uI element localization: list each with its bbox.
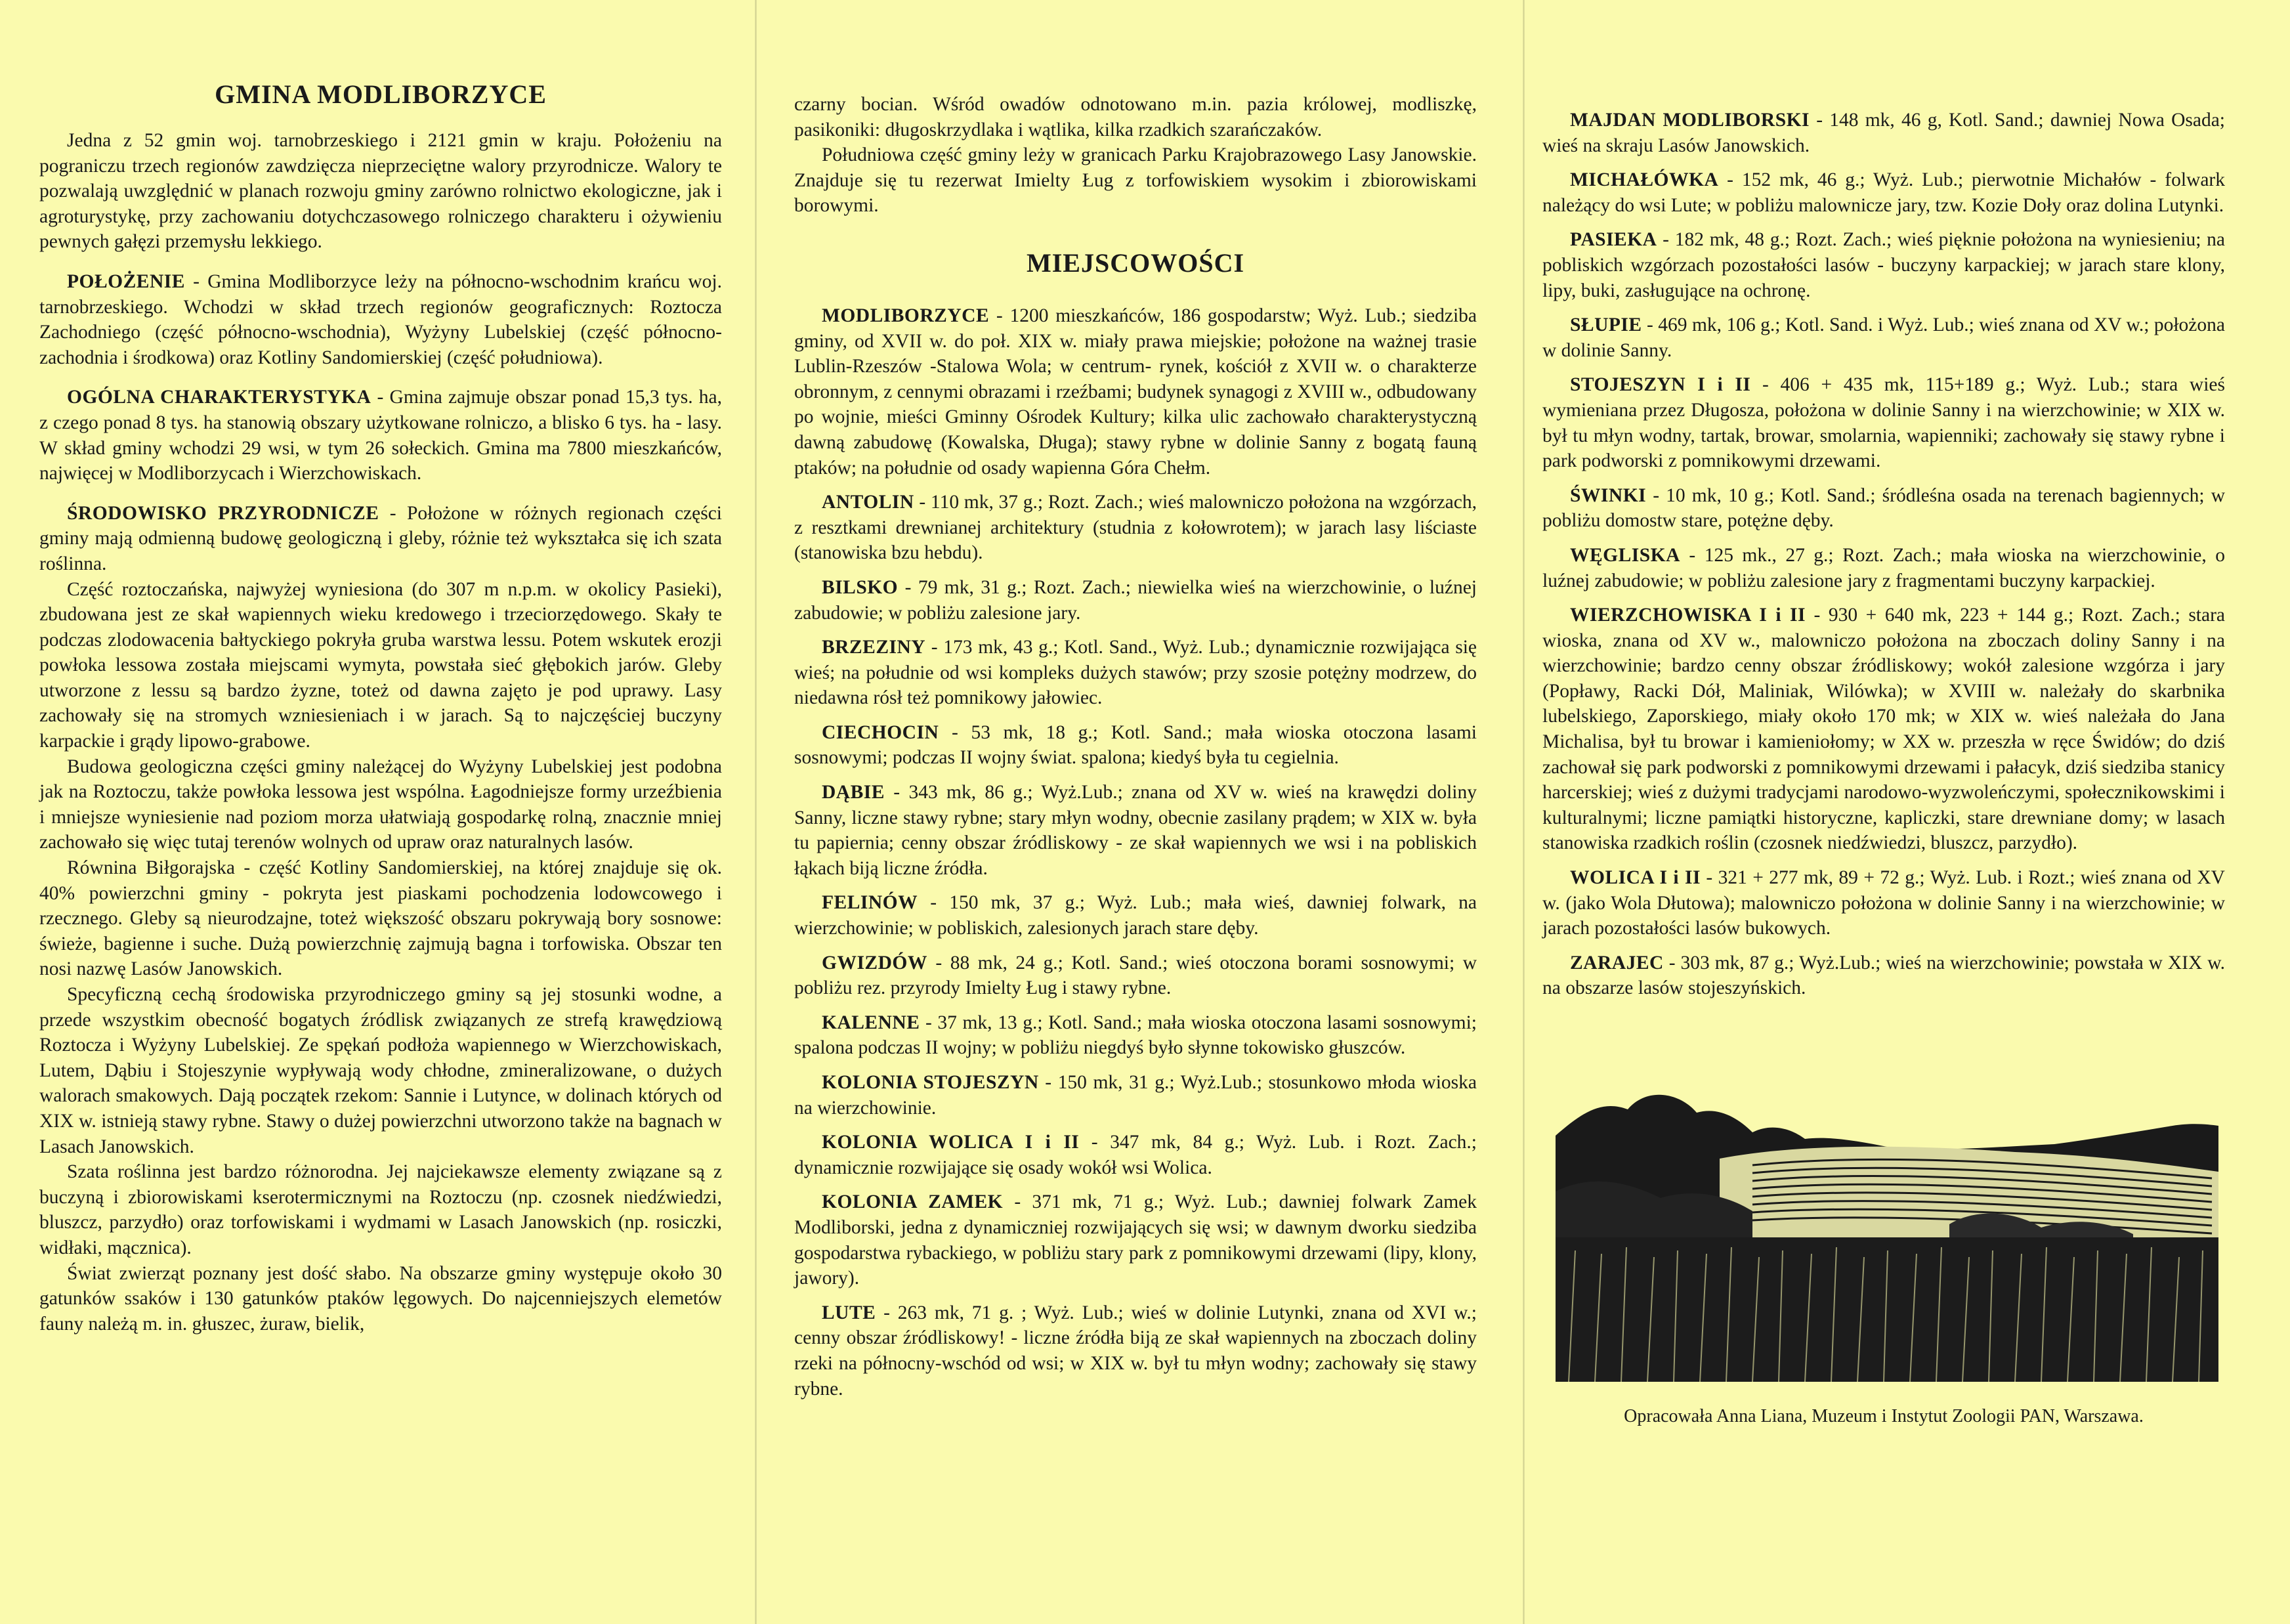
locality-name: DĄBIE xyxy=(822,782,885,803)
paragraph: Specyficzną cechą środowiska przyrodniczego gminy są jej stosunki wodne, a przede wszystkim obecność bogatych źródlisk związanych ze strefą krawędziową Roztocza i Wyżyny Lubelskiej. Ze spękań podłoża wapiennego w Wierzchowiskach, Lutem, Dąbiu i Stojeszynie wypływają wody chłodne, zmineralizowane, o dużych walorach smakowych. Dają początek rzekom: Sannie i Lutynce, w dolinach których od XIX w. istnieją stawy rybne. Stawy o dużej powierzchni utworzono także na bagnach w Lasach Janowskich. xyxy=(39,984,722,1157)
locality-entry xyxy=(794,1300,1477,1401)
section-heading: OGÓLNA CHARAKTERYSTYKA xyxy=(67,387,371,408)
locality-description: - 469 mk, 106 g.; Kotl. Sand. i Wyż. Lub.; wieś znana od XV w.; położona w dolinie Sanny. xyxy=(1542,314,2225,361)
locality-entry xyxy=(1542,167,2225,218)
section-text: - Gmina zajmuje obszar ponad 15,3 tys. ha, z czego ponad 8 tys. ha stanowią obszary użytkowane rolniczo, a blisko 6 tys. ha - lasy. W skład gminy wchodzi 29 wsi, w tym 26 sołeckich. Gmina ma 7800 mieszkańców, najwięcej w Modliborzycach i Wierzchowiskach. xyxy=(39,387,722,484)
locality-description: - 182 mk, 48 g.; Rozt. Zach.; wieś pięknie położona na wyniesieniu; na pobliskich wzgórzach pozostałości lasów - buczyny karpackiej; w jarach stare klony, lipy, buki, zasługujące na ochronę. xyxy=(1542,229,2225,301)
locality-name: KALENNE xyxy=(822,1012,920,1033)
section-ogolna-charakterystyka xyxy=(39,385,722,486)
locality-name: BILSKO xyxy=(822,576,899,598)
locality-entry xyxy=(1542,483,2225,534)
column-middle xyxy=(794,0,1477,1401)
locality-description: - 150 mk, 31 g.; Wyż.Lub.; stosunkowo młoda wioska na wierzchowinie. xyxy=(794,1072,1477,1119)
locality-description: - 148 mk, 46 g, Kotl. Sand.; dawniej Nowa Osada; wieś na skraju Lasów Janowskich. xyxy=(1542,110,2225,156)
locality-name: FELINÓW xyxy=(822,892,918,914)
locality-name: LUTE xyxy=(822,1302,876,1323)
paragraph: Południowa część gminy leży w granicach Parku Krajobrazowego Lasy Janowskie. Znajduje się tu rezerwat Imielty Ług z torfowiskiem wysokim i zbiorowiskami borowymi. xyxy=(794,144,1477,217)
locality-name: KOLONIA ZAMEK xyxy=(822,1191,1004,1213)
locality-entry xyxy=(794,780,1477,881)
fold-line-right xyxy=(1523,0,1525,1624)
locality-description: - 53 mk, 18 g.; Kotl. Sand.; mała wioska otoczona lasami sosnowymi; podczas II wojny świat. spalona; kiedyś była tu cegielnia. xyxy=(794,721,1477,769)
locality-description: - 152 mk, 46 g.; Wyż. Lub.; pierwotnie Michałów - folwark należący do wsi Lute; w pobliżu malownicze jary, tzw. Kozie Doły oraz dolina Lutynki. xyxy=(1542,169,2225,216)
column-right xyxy=(1542,0,2225,1430)
locality-description: - 263 mk, 71 g. ; Wyż. Lub.; wieś w dolinie Lutynki, znana od XVI w.; cenny obszar źródliskowy! - liczne źródła biją ze skał wapiennych na zboczach doliny rzeki na północny-wschód od wsi; w XIX w. był tu młyn wodny; zachowały się stawy rybne. xyxy=(794,1302,1477,1400)
locality-entry xyxy=(794,490,1477,566)
section-srodowisko xyxy=(39,501,722,577)
locality-name: ŚWINKI xyxy=(1570,484,1647,506)
locality-entry xyxy=(794,890,1477,941)
locality-entry xyxy=(794,1010,1477,1061)
locality-description: - 321 + 277 mk, 89 + 72 g.; Wyż. Lub. i Rozt.; wieś znana od XV w. (jako Wola Dłutowa); malowniczo położona w dolinie Sanny i na wierzchowinie; w jarach pozostałości lasów bukowych. xyxy=(1542,867,2225,939)
section-text: - Położone w różnych regionach części gminy mają odmienną budowę geologiczną i gleby, różnie też wykształca się ich szata roślinna. xyxy=(39,502,722,574)
paragraph: Budowa geologiczna części gminy należącej do Wyżyny Lubelskiej jest podobna jak na Roztoczu, także powłoka lessowa jest wspólna. Łagodniejsze formy urzeźbienia i mniejsze wyniesienie nad poziom morza ułatwiają gospodarkę rolną, znacznie mniej zachowało się więc tutaj terenów wolnych od upraw oraz naturalnych lasów. xyxy=(39,756,722,853)
locality-description: - 110 mk, 37 g.; Rozt. Zach.; wieś malowniczo położona na wzgórzach, z resztkami drewnianej architektury (studnia z kołowrotem); w jarach lasy liściaste (stanowiska bzu hebdu). xyxy=(794,492,1477,564)
locality-description: - 371 mk, 71 g.; Wyż. Lub.; dawniej folwark Zamek Modliborski, jedna z dynamiczniej rozwijających się wsi; w dawnym dworku siedziba gospodarstwa rybackiego, w pobliżu stary park z pomnikowymi drzewami (lipy, klony, jawory). xyxy=(794,1191,1477,1289)
locality-description: - 347 mk, 84 g.; Wyż. Lub. i Rozt. Zach.; dynamicznie rozwijające się osady wokół wsi Wolica. xyxy=(794,1132,1477,1178)
section-heading: ŚRODOWISKO PRZYRODNICZE xyxy=(67,502,379,524)
intro-paragraph: Jedna z 52 gmin woj. tarnobrzeskiego i 2121 gmin w kraju. Położeniu na pograniczu trzech regionów zawdzięcza nieprzeciętne walory przyrodnicze. Walory te pozwalają uwzględnić w planach rozwoju gminy zarówno rolnictwo ekologiczne, jak i agroturystykę, przy zachowaniu dotychczasowego rolniczego charakteru i ożywieniu pewnych gałęzi przemysłu lekkiego. xyxy=(39,130,722,253)
section-heading: POŁOŻENIE xyxy=(67,270,185,292)
locality-name: KOLONIA STOJESZYN xyxy=(822,1072,1039,1093)
locality-entry xyxy=(1542,312,2225,363)
locality-list xyxy=(1542,108,2225,1001)
locality-name: MICHAŁÓWKA xyxy=(1570,169,1719,191)
page-title: GMINA MODLIBORZYCE xyxy=(215,79,547,109)
locality-entry xyxy=(794,1130,1477,1180)
locality-entry xyxy=(794,951,1477,1001)
locality-name: BRZEZINY xyxy=(822,637,926,658)
locality-name: SŁUPIE xyxy=(1570,314,1642,336)
locality-entry xyxy=(794,635,1477,711)
locality-list xyxy=(794,303,1477,1401)
locality-description: - 37 mk, 13 g.; Kotl. Sand.; mała wioska otoczona lasami sosnowymi; spalona podczas II wojny; w pobliżu niegdyś było słynne tokowisko głuszców. xyxy=(794,1012,1477,1059)
landscape-engraving-image xyxy=(1556,1073,2218,1382)
locality-description: - 150 mk, 37 g.; Wyż. Lub.; mała wieś, dawniej folwark, na wierzchowinie; w pobliskich, zalesionych jarach stare dęby. xyxy=(794,892,1477,939)
locality-description: - 79 mk, 31 g.; Rozt. Zach.; niewielka wieś na wierzchowinie, o luźnej zabudowie; w pobliżu zalesione jary. xyxy=(794,576,1477,624)
author-caption: Opracowała Anna Liana, Muzeum i Instytut Zoologii PAN, Warszawa. xyxy=(1624,1406,2144,1426)
locality-name: ZARAJEC xyxy=(1570,952,1664,973)
locality-description: - 125 mk., 27 g.; Rozt. Zach.; mała wioska na wierzchowinie, o luźnej zabudowie; w pobliżu zalesione jary z fragmentami buczyny karpackiej. xyxy=(1542,544,2225,591)
locality-entry xyxy=(1542,865,2225,941)
paragraph: Równina Biłgorajska - część Kotliny Sandomierskiej, na której znajduje się ok. 40% powierzchni gminy - pokryta jest piaskami pochodzenia lodowcowego i rzecznego. Gleby są nieurodzajne, toteż większość obszaru pokrywają bory sosnowe: świeże, bagienne i suche. Dużą powierzchnię zajmują bagna i torfowiska. Obszar ten nosi nazwę Lasów Janowskich. xyxy=(39,857,722,980)
section-title-miejscowosci: MIEJSCOWOŚCI xyxy=(1026,247,1245,278)
locality-entry xyxy=(1542,372,2225,473)
locality-entry xyxy=(1542,543,2225,593)
locality-description: - 88 mk, 24 g.; Kotl. Sand.; wieś otoczona borami sosnowymi; w pobliżu rez. przyrody Imielty Ług i stawy rybne. xyxy=(794,952,1477,999)
locality-name: ANTOLIN xyxy=(822,492,914,513)
section-text: - Gmina Modliborzyce leży na północno-wschodnim krańcu woj. tarnobrzeskiego. Wchodzi w skład trzech regionów geograficznych: Roztocza Zachodniego (część północno-wschodnia), Wyżyny Lubelskiej (część północno-zachodnia i środkowa) oraz Kotliny Sandomierskiej (część południowa). xyxy=(39,270,722,368)
locality-name: MAJDAN MODLIBORSKI xyxy=(1570,110,1810,131)
paragraph: Część roztoczańska, najwyżej wyniesiona (do 307 m n.p.m. w okolicy Pasieki), zbudowana jest ze skał wapiennych wieku kredowego i trzeciorzędowego. Skały te podczas zlodowacenia bałtyckiego pokryła gruba warstwa lessu. Potem wskutek erozji powłoka lessowa została miejscami wymyta, powstała sieć głębokich jarów. Gleby utworzone z lessu są bardzo żyzne, toteż od dawna zajęto je pod uprawy. Lasy zachowały się na stromych wzniesieniach i w jarach. Są to najczęściej buczyny karpackie i grądy lipowo-grabowe. xyxy=(39,578,722,752)
locality-name: KOLONIA WOLICA I i II xyxy=(822,1132,1080,1153)
locality-name: WOLICA I i II xyxy=(1570,867,1701,889)
fold-line-left xyxy=(755,0,757,1624)
locality-description: - 930 + 640 mk, 223 + 144 g.; Rozt. Zach.; stara wioska, znana od XV w., malowniczo położona na zboczach doliny Sanny i na wierzchowinie; bardzo cenny obszar źródliskowy; wokół zalesione wzgórza i jary (Popławy, Racki Dół, Maliniak, Wilówka); w XVIII w. należały do skarbnika lubelskiego, Zaporskiego, miały około 170 mk; w XIX w. wieś należała do Jana Michalisa, był tu browar i kamieniołomy; w XX w. przeszła w ręce Świdów; do dziś zachował się park podworski z pomnikowymi drzewami i pałacyk, dziś siedziba stanicy harcerskiej; wieś z dużymi tradycjami narodowo-wyzwoleńczymi, społecznikowskimi i kulturalnymi; liczne pamiątki historyczne, kapliczki, stare drewniane domy; w lasach stanowiska rzadkich roślin (czosnek niedźwiedzi, bluszcz, parzydło). xyxy=(1542,605,2226,854)
locality-name: GWIZDÓW xyxy=(822,952,927,973)
column-left xyxy=(39,0,722,1336)
locality-entry xyxy=(1542,227,2225,303)
locality-description: - 406 + 435 mk, 115+189 g.; Wyż. Lub.; stara wieś wymieniana przez Długosza, położona w dolinie Sanny i na wierzchowinie; w XIX w. był tu młyn wodny, tartak, browar, smolarnia, wapienniki; zachowały się stawy rybne i park podworski z pomnikowymi drzewami. xyxy=(1542,374,2225,472)
locality-description: - 173 mk, 43 g.; Kotl. Sand., Wyż. Lub.; dynamicznie rozwijająca się wieś; na południe od wsi kompleks dużych stawów; przy szosie potężny modrzew, do niedawna rósł też pomnikowy jałowiec. xyxy=(794,637,1477,709)
locality-name: PASIEKA xyxy=(1570,229,1657,251)
paragraph: Świat zwierząt poznany jest dość słabo. Na obszarze gminy występuje około 30 gatunków ssaków i 130 gatunków ptaków lęgowych. Do najcenniejszych elemetów fauny należą m. in. głuszec, żuraw, bielik, xyxy=(39,1262,722,1335)
locality-entry xyxy=(794,720,1477,771)
locality-name: WĘGLISKA xyxy=(1570,544,1680,566)
locality-description: - 303 mk, 87 g.; Wyż.Lub.; wieś na wierzchowinie; powstała w XIX w. na obszarze lasów stojeszyńskich. xyxy=(1542,952,2225,999)
locality-entry xyxy=(1542,603,2225,856)
locality-description: - 1200 mieszkańców, 186 gospodarstw; Wyż. Lub.; siedziba gminy, od XVII w. do poł. XIX w. miały prawa miejskie; położone na ważnej trasie Lublin-Rzeszów -Stalowa Wola; w centrum- rynek, kościół z XVII w. o charakterze obronnym, z cennymi obrazami i rzeźbami; budynek synagogi z XVIII w., odbudowany po wojnie, mieści Gminny Ośrodek Kultury; kilka ulic zachowało charakterystyczną dawną zabudowę (Kowalska, Długa); stawy rybne w dolinie Sanny z bogatą fauną ptaków; na południe od osady wapienna Góra Chełm. xyxy=(794,305,1477,479)
locality-description: - 10 mk, 10 g.; Kotl. Sand.; śródleśna osada na terenach bagiennych; w pobliżu domostw stare, potężne dęby. xyxy=(1542,484,2225,532)
locality-entry xyxy=(794,1070,1477,1121)
section-polozenie xyxy=(39,269,722,370)
locality-name: MODLIBORZYCE xyxy=(822,305,990,326)
paragraph: Szata roślinna jest bardzo różnorodna. Jej najciekawsze elementy związane są z buczyną i zbiorowiskami kserotermicznymi na Roztoczu (np. czosnek niedźwiedzi, bluszcz, parzydło) oraz torfowiskami i wydmami w Lasach Janowskich (np. rosiczki, widłaki, mącznica). xyxy=(39,1161,722,1258)
locality-entry xyxy=(1542,108,2225,158)
locality-name: CIECHOCIN xyxy=(822,721,939,743)
locality-entry xyxy=(794,303,1477,481)
locality-entry xyxy=(794,1189,1477,1291)
locality-description: - 343 mk, 86 g.; Wyż.Lub.; znana od XV w. wieś na krawędzi doliny Sanny, liczne stawy rybne; stary młyn wodny, obecnie zasilany prądem; w XIX w. była tu papiernia; cenny obszar źródliskowy - ze skał wapiennych we wsi i na pobliskich łąkach biją liczne źródła. xyxy=(794,782,1477,879)
locality-entry xyxy=(1542,951,2225,1001)
locality-name: STOJESZYN I i II xyxy=(1570,374,1751,396)
paragraph: czarny bocian. Wśród owadów odnotowano m.in. pazia królowej, modliszkę, pasikoniki: długoskrzydlaka i wątlika, kilka rzadkich szarańczaków. xyxy=(794,94,1477,140)
locality-entry xyxy=(794,575,1477,626)
locality-name: WIERZCHOWISKA I i II xyxy=(1570,605,1806,626)
